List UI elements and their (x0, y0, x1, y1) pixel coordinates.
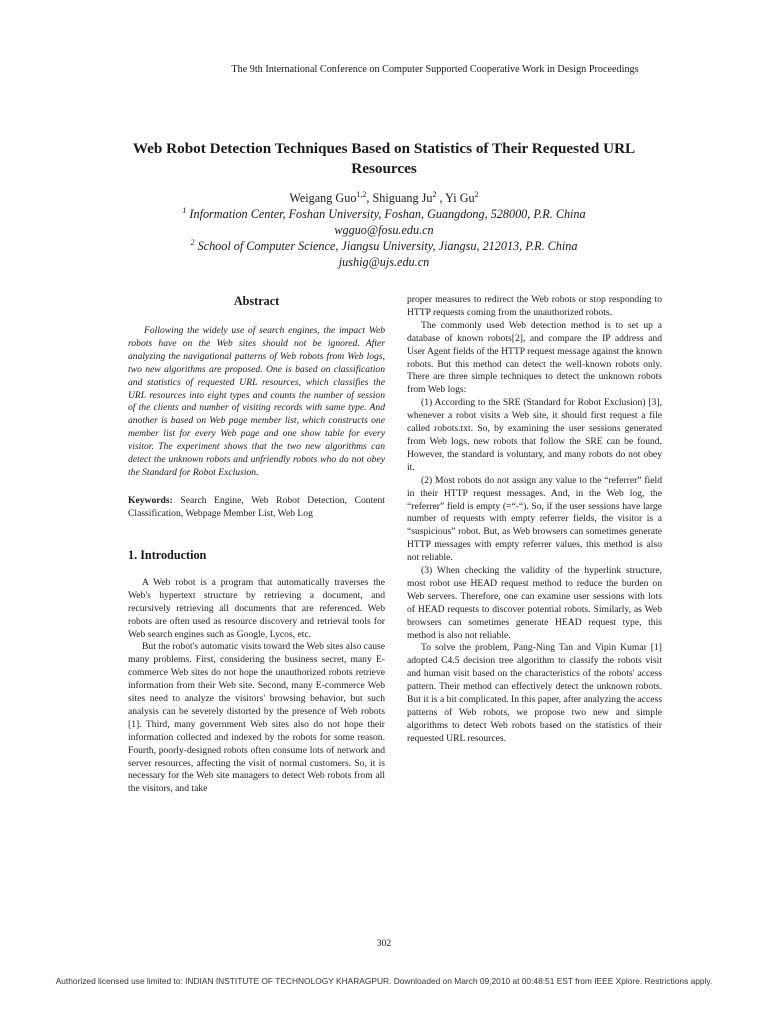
intro-paragraph: But the robot's automatic visits toward the Web sites also cause many problems. First, considering the business secret, many E-commerce Web sites do not hope the unauthorized robots retrieve information from their Web site. Second, many E-commerce Web sites need to analyze the visitors' browsing behavior, but such analysis can be severely distorted by the presence of Web robots [1]. Third, many government Web sites also do not hope their information collected and indexed by the robots for some reason. Fourth, poorly-designed robots often consume lots of network and server resources, affecting the visit of normal customers. So, it is necessary for the Web site managers to detect Web robots from all the visitors, and take (128, 641, 385, 795)
author-name: Weigang Guo (289, 191, 357, 205)
affiliation-superscript: 1 (182, 205, 187, 215)
author-superscript: 2 (432, 189, 437, 199)
author-names: Weigang Guo$^{1,2}$, Shiguang Ju$^2$ , Yi Gu$^2$ (289, 189, 479, 205)
body-paragraph: (1) According to the SRE (Standard for Robot Exclusion) [3], whenever a robot visits a Web site, it should first request a file called robots.txt. So, by examining the user sessions generated from Web logs, new robots that follow the SRE can be found. However, the standard is voluntary, and many robots do not obey it. (407, 397, 662, 473)
affiliation-text: Information Center, Foshan University, Foshan, Guangdong, 528000, P.R. China (189, 207, 586, 221)
affiliation-text: School of Computer Science, Jiangsu University, Jiangsu, 212013, P.R. China (197, 239, 578, 253)
conference-header: The 9th International Conference on Computer Supported Cooperative Work in Design Proceedings (231, 64, 639, 75)
keywords-label: Keywords: (128, 494, 173, 506)
author-name: Shiguang Ju (372, 191, 433, 205)
abstract-heading: Abstract (233, 294, 280, 308)
affiliation-1 (110, 206, 658, 222)
paper-title: Web Robot Detection Techniques Based on Statistics of Their Requested URL Resources (132, 140, 636, 177)
affiliation-1-email: wgguo@fosu.edu.cn (334, 223, 434, 237)
keywords (128, 494, 385, 520)
body-paragraph: (3) When checking the validity of the hyperlink structure, most robot use HEAD request method to reduce the burden on Web servers. Therefore, one can examine user sessions with lots of HEAD requests to discover potential robots. Similarly, as Web browsers can sometimes generate HEAD request type, this method is also not reliable. (407, 565, 662, 641)
license-footer: Authorized licensed use limited to: INDIAN INSTITUTE OF TECHNOLOGY KHARAGPUR. Downloaded on March 09,2010 at 00:48:51 EST from IEEE Xplore. Restrictions apply. (55, 976, 713, 986)
body-paragraph: To solve the problem, Pang-Ning Tan and Vipin Kumar [1] adopted C4.5 decision tree algorithm to classify the robots visit and human visit based on the characteristics of the robots' access pattern. Their method can effectively detect the unknown robots. But it is a bit complicated. In this paper, after analyzing the access patterns of Web robots, we propose two new and simple algorithms to detect Web robots based on the statistics of their requested URL resources. (407, 642, 662, 744)
right-column (407, 294, 662, 746)
left-column (128, 294, 385, 796)
keywords-text: Search Engine, Web Robot Detection, Content Classification, Webpage Member List, Web Log (128, 494, 385, 519)
body-paragraph: The commonly used Web detection method is to set up a database of known robots[2], and compare the IP address and User Agent fields of the HTTP request message against the known robots. But this method can detect the well-known robots only. There are three simple techniques to detect the unknown robots from Web logs: (407, 319, 662, 396)
page-number: 302 (376, 938, 392, 949)
author-name: Yi Gu (445, 191, 475, 205)
intro-paragraph: A Web robot is a program that automatically traverses the Web's hypertext structure by retrieving a document, and recursively retrieving all documents that are referenced. Web robots are often used as resource discovery and retrieval tools for Web search engines such as Google, Lycos, etc. (128, 576, 385, 640)
affiliation-2-email: jushig@ujs.edu.cn (338, 255, 430, 269)
introduction-heading: 1. Introduction (128, 547, 207, 562)
author-superscript: 2 (474, 189, 479, 199)
author-superscript: 1,2 (356, 189, 367, 199)
author-block (110, 190, 658, 270)
body-paragraph: (2) Most robots do not assign any value to the “referrer” field in their HTTP request messages. And, in the Web log, the “referrer” field is empty (=“-“). So, if the user sessions have large number of requests with empty referrer fields, the visitor is a “suspicious” robot. But, as Web browsers can sometimes generate HTTP messages with empty referrer values, this method is also not reliable. (407, 474, 662, 564)
affiliation-2 (110, 238, 658, 254)
body-paragraph: proper measures to redirect the Web robots or stop responding to HTTP requests coming from the unauthorized robots. (407, 294, 662, 318)
abstract-text: Following the widely use of search engines, the impact Web robots have on the Web sites should not be ignored. After analyzing the navigational patterns of Web robots from Web logs, two new algorithms are proposed. One is based on classification and statistics of requested URL resources, which classifies the URL resources into eight types and counts the number of session of the clients and number of visiting records with same type. And another is based on Web page member list, which constructs one member list for every Web page and one show table for every visitor. The experiment shows that the two new algorithms can detect the unknown robots and unfriendly robots who do not obey the Standard for Robot Exclusion. (128, 325, 385, 478)
affiliation-superscript: 2 (190, 237, 195, 247)
